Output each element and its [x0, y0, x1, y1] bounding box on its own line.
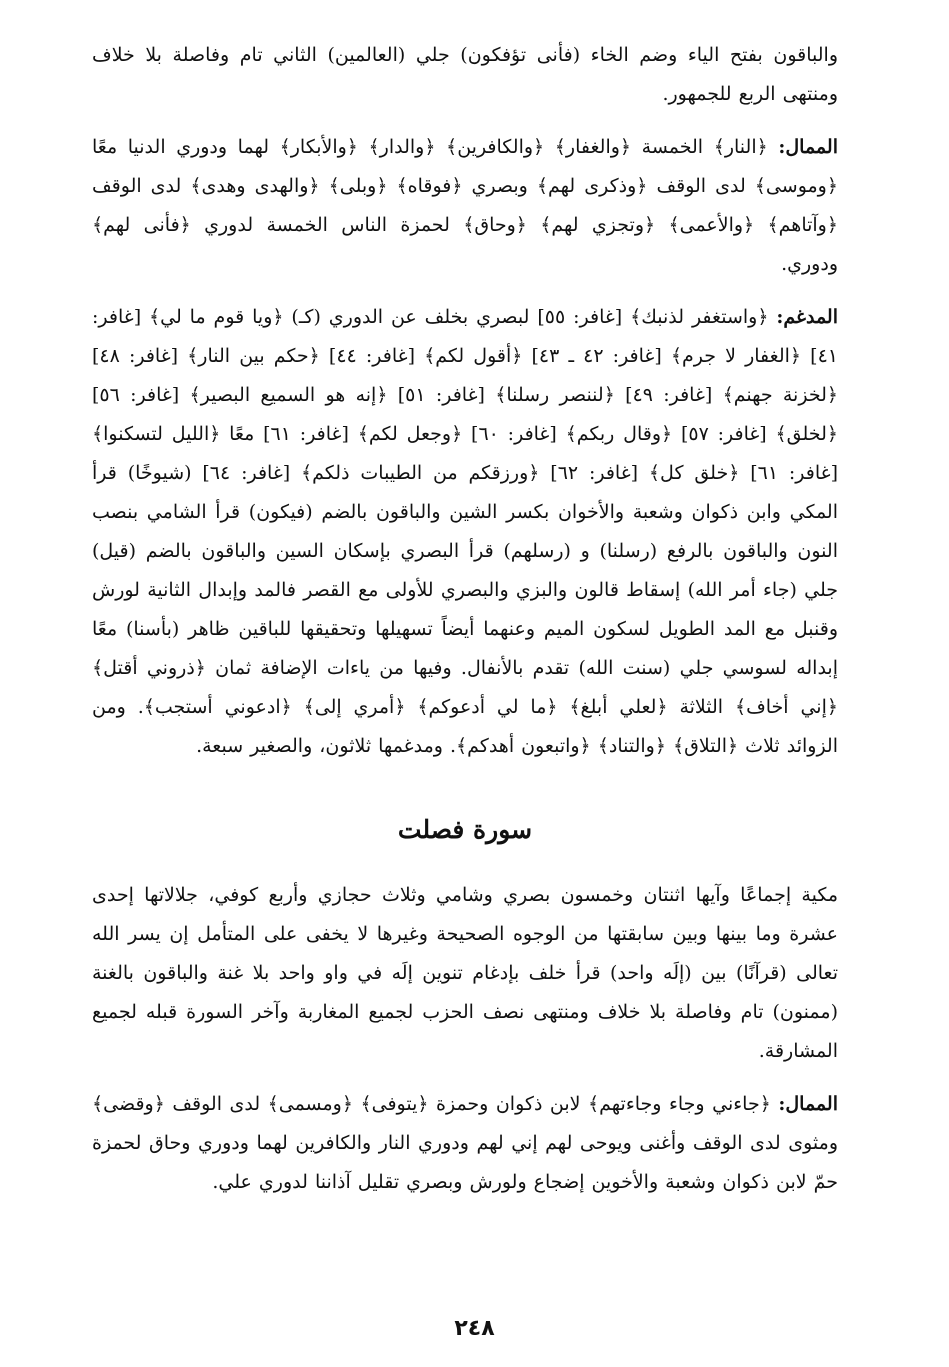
paragraph-mudgham — [92, 298, 838, 766]
page-number: ٢٤٨ — [454, 1316, 495, 1341]
spacer — [92, 114, 838, 128]
spacer — [92, 1071, 838, 1085]
spacer — [92, 284, 838, 298]
mumal-label-2: الممال: — [778, 1093, 838, 1115]
page-body — [92, 36, 838, 1202]
mudgham-label: المدغم: — [776, 306, 838, 328]
paragraph-intro: والباقون بفتح الياء وضم الخاء (فأنى تؤفكون) جلي (العالمين) الثاني تام وفاصلة بلا خلاف ومنتهى الربع للجمهور. — [92, 44, 838, 105]
paragraph-mumal — [92, 128, 838, 284]
paragraph-surah-intro: مكية إجماعًا وآيها اثنتان وخمسون بصري وشامي وثلاث حجازي وأربع كوفي، جلالاتها إحدى عشرة وما بينها وبين سابقتها من الوجوه الصحيحة وغيرها لا يخفى على المتأمل إن يسر الله تعالى (قرآنًا) بين (إلَه واحد) قرأ خلف بإدغام تنوين إلَه في واو واحد بلا غنة والباقون بالغنة (ممنون) تام وفاصلة بلا خلاف ومنتهى نصف الحزب لجميع المغاربة وآخر السورة قبله لجميع المشارقة. — [92, 884, 838, 1062]
spacer — [92, 850, 838, 876]
mumal-text-2: ﴿جاءني وجاء وجاءتهم﴾ لابن ذكوان وحمزة ﴿يتوفى﴾ ﴿ومسمى﴾ لدى الوقف ﴿وقضى﴾ ومثوى لدى الوقف وأغنى ويوحى لهم إني لهم ودوري النار والكافرين لهما ودوري وحاق لحمزة حمّ لابن ذكوان وشعبة والأخوين إضجاع ولورش وبصري تقليل آذاننا لدوري علي. — [92, 1093, 838, 1193]
section-title: سورة فصلت — [397, 815, 533, 844]
mumal-text: ﴿النار﴾ الخمسة ﴿والغفار﴾ ﴿والكافرين﴾ ﴿والدار﴾ ﴿والأبكار﴾ لهما ودوري الدنيا معًا ﴿وموسى﴾ لدى الوقف ﴿وذكرى لهم﴾ وبصري ﴿فوقاه﴾ ﴿وبلى﴾ ﴿والهدى وهدى﴾ لدى الوقف ﴿وآتاهم﴾ ﴿والأعمى﴾ ﴿وتجزي لهم﴾ ﴿وحاق﴾ لحمزة الناس الخمسة لدوري ﴿فأنى لهم﴾ ودوري. — [92, 136, 838, 275]
mumal-label: الممال: — [778, 136, 838, 158]
spacer — [92, 766, 838, 810]
mudgham-text: ﴿واستغفر لذنبك﴾ [غافر: ٥٥] لبصري بخلف عن الدوري (كـ) ﴿ويا قوم ما لي﴾ [غافر: ٤١] ﴿الغفار لا جرم﴾ [غافر: ٤٢ ـ ٤٣] ﴿أقول لكم﴾ [غافر: ٤٤] ﴿حكم بين النار﴾ [غافر: ٤٨] ﴿لخزنة جهنم﴾ [غافر: ٤٩] ﴿لننصر رسلنا﴾ [غافر: ٥١] ﴿إنه هو السميع البصير﴾ [غافر: ٥٦] ﴿لخلق﴾ [غافر: ٥٧] ﴿وقال ربكم﴾ [غافر: ٦٠] ﴿وجعل لكم﴾ [غافر: ٦١] معًا ﴿الليل لتسكنوا﴾ [غافر: ٦١] ﴿خلق كل﴾ [غافر: ٦٢] ﴿ورزقكم من الطيبات ذلكم﴾ [غافر: ٦٤] (شيوخًا) قرأ المكي وابن ذكوان وشعبة والأخوان بكسر الشين والباقون بالضم (فيكون) قرأ الشامي بنصب النون والباقون بالرفع (رسلنا) و (رسلهم) قرأ البصري بإسكان السين والباقون بالضم (قيل) جلي (جاء أمر الله) إسقاط قالون والبزي والبصري للأولى مع القصر فالمد وإبدال الثانية لورش وقنبل مع المد الطويل لسكون الميم وعنهما أيضاً تسهيلها وتحقيقها للباقين ظاهر (بأسنا) معًا إبداله لسوسي جلي (سنت الله) تقدم بالأنفال. وفيها من ياءات الإضافة ثمان ﴿ذروني أقتل﴾ ﴿إني أخاف﴾ الثلاثة ﴿لعلي أبلغ﴾ ﴿ما لي أدعوكم﴾ ﴿أمري إلى﴾ ﴿ادعوني أستجب﴾. ومن الزوائد ثلاث ﴿التلاق﴾ ﴿والتناد﴾ ﴿واتبعون أهدكم﴾. ومدغمها ثلاثون، والصغير سبعة. — [92, 306, 839, 757]
paragraph-mumal-2 — [92, 1085, 838, 1202]
